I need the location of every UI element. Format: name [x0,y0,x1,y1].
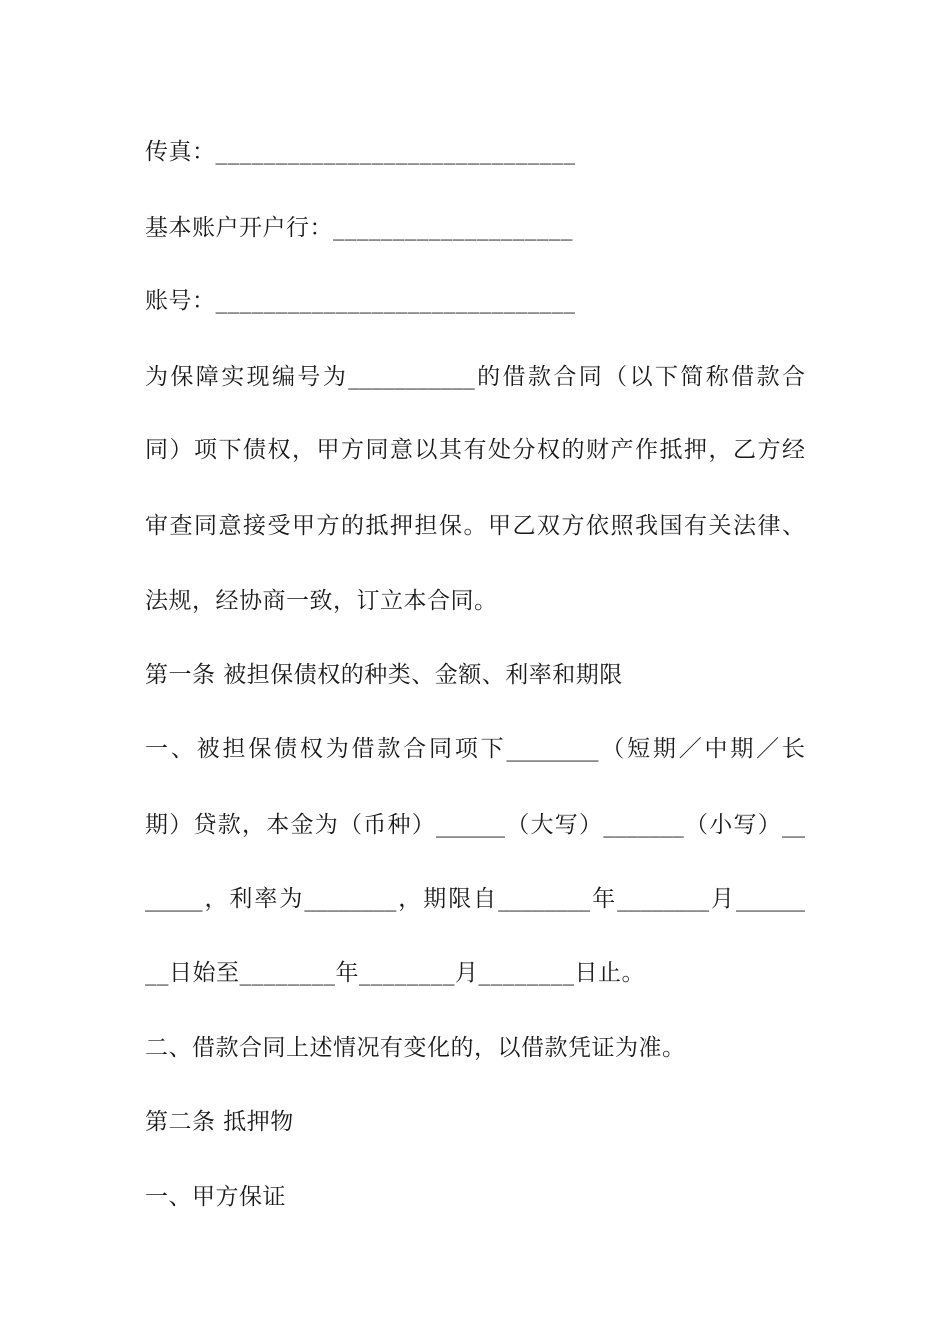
article-1-heading: 第一条 被担保债权的种类、金额、利率和期限 [145,662,623,688]
paragraph-intro-line-4: 法规，经协商一致，订立本合同。 [145,588,498,614]
paragraph-intro-line-3: 审查同意接受甲方的抵押担保。甲乙双方依照我国有关法律、 [145,513,805,539]
fax-field-line: 传真：______________________________ [145,139,576,165]
account-number-line: 账号：______________________________ [145,288,576,314]
bank-account-opening-bank-line: 基本账户开户行：____________________ [145,215,573,241]
article-1-clause-1-line-1: 一、被担保债权为借款合同项下________（短期／中期／长 [145,736,805,762]
article-1-clause-1-line-2: 期）贷款，本金为（币种）______（大写）_______（小写）__ [145,812,805,838]
paragraph-intro-line-1: 为保障实现编号为___________的借款合同（以下简称借款合 [145,364,805,390]
article-2-clause-1: 一、甲方保证 [145,1184,286,1210]
article-1-clause-1-line-4: __日始至________年________月________日止。 [145,960,645,986]
article-1-clause-2: 二、借款合同上述情况有变化的，以借款凭证为准。 [145,1035,686,1061]
article-1-clause-1-line-3: _____，利率为________，期限自________年________月______ [145,886,805,912]
article-2-heading: 第二条 抵押物 [145,1109,294,1135]
paragraph-intro-line-2: 同）项下债权，甲方同意以其有处分权的财产作抵押，乙方经 [145,437,805,463]
